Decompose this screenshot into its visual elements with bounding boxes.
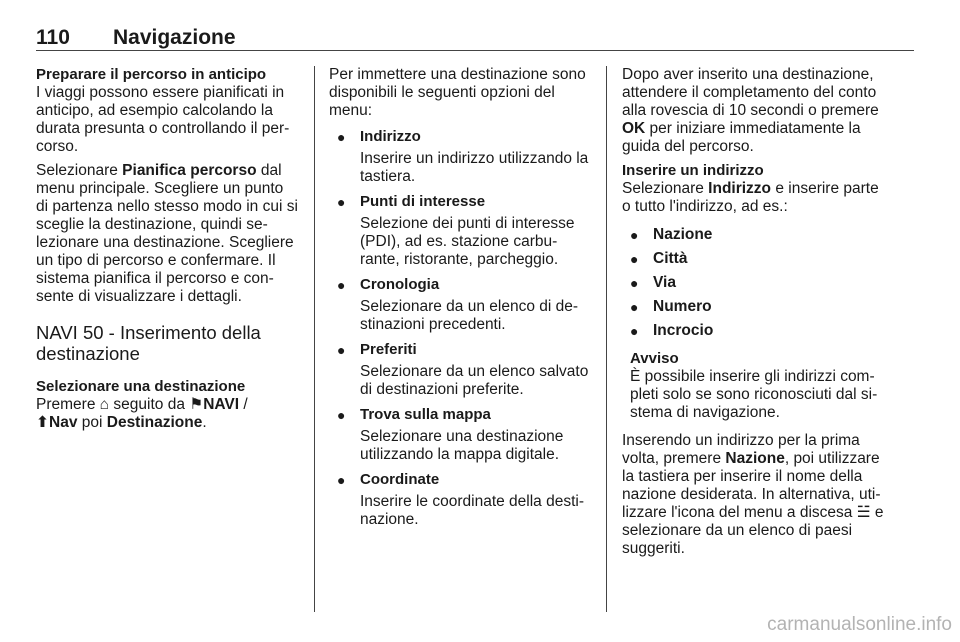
paragraph-select-plan bbox=[36, 162, 298, 306]
list-item bbox=[622, 250, 888, 268]
heading-enter-address: Inserire un indirizzo bbox=[622, 162, 764, 179]
address-field: Via bbox=[653, 274, 676, 291]
list-item bbox=[329, 471, 591, 529]
destination-options-list bbox=[329, 128, 591, 529]
text-segment: / bbox=[239, 396, 248, 413]
bullet-icon: ● bbox=[337, 129, 346, 145]
text-segment: Inserendo un indirizzo per la prima volta, premere bbox=[622, 432, 860, 467]
option-title: Preferiti bbox=[360, 341, 417, 358]
text-segment: Selezionare bbox=[36, 162, 123, 179]
column-1 bbox=[36, 66, 298, 438]
column-divider-1 bbox=[314, 66, 315, 612]
header-rule bbox=[36, 50, 914, 51]
address-field: Città bbox=[653, 250, 688, 267]
term-indirizzo: Indirizzo bbox=[708, 180, 772, 197]
dropdown-list-icon: ☱ bbox=[856, 504, 871, 521]
option-title: Indirizzo bbox=[360, 128, 421, 145]
paragraph-enter-first bbox=[622, 432, 888, 558]
heading-navi50-destination: NAVI 50 - Inserimento della destinazione bbox=[36, 322, 261, 364]
text-segment: Selezionare bbox=[622, 180, 709, 197]
nav-arrow-icon: ⬆ bbox=[36, 414, 49, 431]
list-item bbox=[622, 298, 888, 316]
list-item bbox=[329, 276, 591, 334]
paragraph-prepare: I viaggi possono essere pianificati in anticipo, ad esempio calcolando la durata presunta o controllando il per-corso. bbox=[36, 84, 290, 155]
option-title: Coordinate bbox=[360, 471, 440, 488]
option-text: Selezionare una destinazione utilizzando la mappa digitale. bbox=[360, 428, 564, 463]
bullet-icon: ● bbox=[630, 323, 639, 339]
text-segment: per iniziare immediatamente la guida del percorso. bbox=[622, 120, 861, 155]
list-item bbox=[329, 406, 591, 464]
address-field: Incrocio bbox=[653, 322, 714, 339]
bullet-icon: ● bbox=[630, 299, 639, 315]
chapter-title: Navigazione bbox=[113, 26, 236, 49]
text-segment: Premere bbox=[36, 396, 100, 413]
flag-icon: ⚑ bbox=[189, 396, 204, 413]
option-text: Selezionare da un elenco di de-stinazioni precedenti. bbox=[360, 298, 579, 333]
note-box bbox=[622, 350, 888, 422]
list-item bbox=[329, 341, 591, 399]
paragraph-options-intro: Per immettere una destinazione sono disponibili le seguenti opzioni del menu: bbox=[329, 66, 586, 119]
text-segment: seguito da bbox=[109, 396, 190, 413]
text-segment: . bbox=[202, 414, 207, 431]
option-title: Trova sulla mappa bbox=[360, 406, 491, 423]
bullet-icon: ● bbox=[630, 227, 639, 243]
list-item bbox=[329, 128, 591, 186]
heading-prepare-route: Preparare il percorso in anticipo bbox=[36, 66, 267, 83]
term-nazione: Nazione bbox=[725, 450, 785, 467]
list-item bbox=[622, 226, 888, 244]
text-segment: poi bbox=[77, 414, 107, 431]
bullet-icon: ● bbox=[337, 342, 346, 358]
text-segment: , poi utilizzare la tastiera per inserire il nome della nazione desiderata. In alternativa, uti-lizzare l'icona del menu a discesa bbox=[622, 450, 881, 521]
column-3 bbox=[622, 66, 888, 564]
text-segment: dal menu principale. Scegliere un punto di partenza nello stesso modo in cui si sceglie la destinazione, quindi se-lezionare una destinazione. Scegliere un tipo di percorso e confermare. Il sistema pianifica il percorso e con-sente di visualizzare i dettagli. bbox=[36, 162, 298, 305]
page-header bbox=[36, 26, 914, 52]
text-segment: e inserire parte o tutto l'indirizzo, ad es.: bbox=[622, 180, 879, 215]
watermark: carmanualsonline.info bbox=[767, 614, 952, 635]
term-navi: NAVI bbox=[203, 396, 240, 413]
term-destinazione: Destinazione bbox=[106, 414, 203, 431]
column-2 bbox=[329, 66, 591, 536]
bullet-icon: ● bbox=[630, 251, 639, 267]
paragraph-select-address bbox=[622, 180, 888, 216]
term-pianifica-percorso: Pianifica percorso bbox=[122, 162, 257, 179]
paragraph-press bbox=[36, 396, 298, 432]
option-text: Inserire le coordinate della desti-nazione. bbox=[360, 493, 585, 528]
bullet-icon: ● bbox=[630, 275, 639, 291]
note-title: Avviso bbox=[630, 350, 679, 367]
list-item bbox=[622, 274, 888, 292]
term-nav: Nav bbox=[49, 414, 78, 431]
option-title: Punti di interesse bbox=[360, 193, 486, 210]
option-text: Selezione dei punti di interesse (PDI), ad es. stazione carbu-rante, ristorante, parcheggio. bbox=[360, 215, 575, 268]
note-text: È possibile inserire gli indirizzi com-pleti solo se sono riconosciuti dal si-stema di navigazione. bbox=[630, 368, 878, 421]
text-segment: Dopo aver inserito una destinazione, attendere il completamento del conto alla rovescia di 10 secondi o premere bbox=[622, 66, 879, 119]
list-item bbox=[329, 193, 591, 269]
list-item bbox=[622, 322, 888, 340]
column-divider-2 bbox=[606, 66, 607, 612]
address-field: Numero bbox=[653, 298, 712, 315]
address-fields-list bbox=[622, 226, 888, 340]
heading-select-destination: Selezionare una destinazione bbox=[36, 378, 246, 395]
page-number: 110 bbox=[36, 26, 70, 49]
bullet-icon: ● bbox=[337, 407, 346, 423]
term-ok: OK bbox=[622, 120, 646, 137]
bullet-icon: ● bbox=[337, 277, 346, 293]
bullet-icon: ● bbox=[337, 194, 346, 210]
option-text: Inserire un indirizzo utilizzando la tastiera. bbox=[360, 150, 589, 185]
home-icon: ⌂ bbox=[99, 396, 110, 413]
address-field: Nazione bbox=[653, 226, 713, 243]
paragraph-after-destination bbox=[622, 66, 888, 156]
text-segment: e selezionare da un elenco di paesi suggeriti. bbox=[622, 504, 884, 557]
bullet-icon: ● bbox=[337, 472, 346, 488]
option-text: Selezionare da un elenco salvato di destinazioni preferite. bbox=[360, 363, 589, 398]
option-title: Cronologia bbox=[360, 276, 440, 293]
